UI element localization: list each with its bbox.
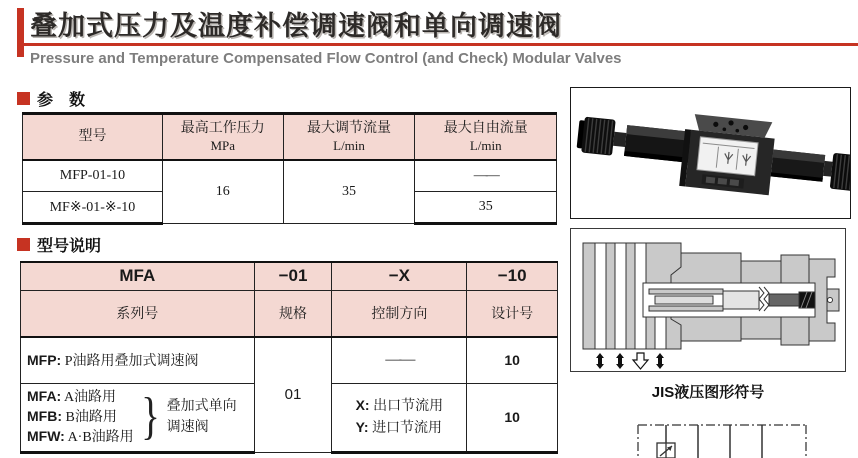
red-square-bullet-icon xyxy=(17,92,30,105)
valve-product-photo xyxy=(571,88,850,218)
model-code-mfp: MFP-01-10 xyxy=(23,160,163,192)
col-header-model: 型号 xyxy=(23,114,163,160)
title-underline xyxy=(17,43,858,46)
design-value-row1: 10 xyxy=(467,337,558,383)
free-flow-value-row1: —— xyxy=(415,160,557,192)
series-mfp-cell: MFP: P油路用叠加式调速阀 xyxy=(21,337,255,383)
section-header-parameters xyxy=(17,87,85,110)
table-row xyxy=(21,337,558,383)
red-square-bullet-icon xyxy=(17,238,30,251)
model-designation-table xyxy=(20,261,558,454)
section-header-model-designation xyxy=(17,233,101,256)
free-flow-value-row2: 35 xyxy=(415,192,557,224)
label-design: 设计号 xyxy=(467,290,558,337)
jis-symbol-label: JIS液压图形符号 xyxy=(651,384,765,401)
label-size: 规格 xyxy=(254,290,332,337)
max-adjust-flow-value: 35 xyxy=(283,160,415,224)
label-series: 系列号 xyxy=(21,290,255,337)
parameters-table xyxy=(22,112,557,225)
title-accent-bar xyxy=(17,8,24,57)
page-subtitle: Pressure and Temperature Compensated Flow Control (and Check) Modular Valves xyxy=(30,50,622,67)
label-direction: 控制方向 xyxy=(332,290,467,337)
col-header-max-free-flow: 最大自由流量 L/min xyxy=(415,114,557,160)
grouping-brace: } xyxy=(140,388,160,445)
design-value-row2: 10 xyxy=(467,383,558,452)
col-header-max-adjust-flow: 最大调节流量 L/min xyxy=(283,114,415,160)
model-label-row xyxy=(21,290,558,337)
spec-value: 01 xyxy=(254,337,332,452)
jis-schematic-symbol xyxy=(620,417,840,458)
section-title-model: 型号说明 xyxy=(37,238,102,255)
table-row xyxy=(23,160,557,192)
cross-section-frame xyxy=(570,228,846,372)
direction-value-row1: —— xyxy=(332,337,467,383)
direction-options-cell: X: 出口节流用 Y: 进口节流用 xyxy=(332,383,467,452)
col-header-max-pressure: 最高工作压力 MPa xyxy=(162,114,283,160)
max-pressure-value: 16 xyxy=(162,160,283,224)
page-title: 叠加式压力及温度补偿调速阀和单向调速阀 xyxy=(30,11,562,41)
series-group-cell: MFA: A油路用 MFB: B油路用 MFW: A·B油路用 } 叠加式单向 调速阀 xyxy=(21,383,255,452)
code-direction: −X xyxy=(332,262,467,290)
parameters-header-row xyxy=(23,114,557,160)
code-design: −10 xyxy=(467,262,558,290)
code-size: −01 xyxy=(254,262,332,290)
model-code-mf: MF※-01-※-10 xyxy=(23,192,163,224)
section-title-parameters: 参 数 xyxy=(37,92,86,109)
product-photo-frame xyxy=(570,87,851,219)
valve-cross-section xyxy=(571,229,845,371)
code-series: MFA xyxy=(21,262,255,290)
model-code-row xyxy=(21,262,558,290)
